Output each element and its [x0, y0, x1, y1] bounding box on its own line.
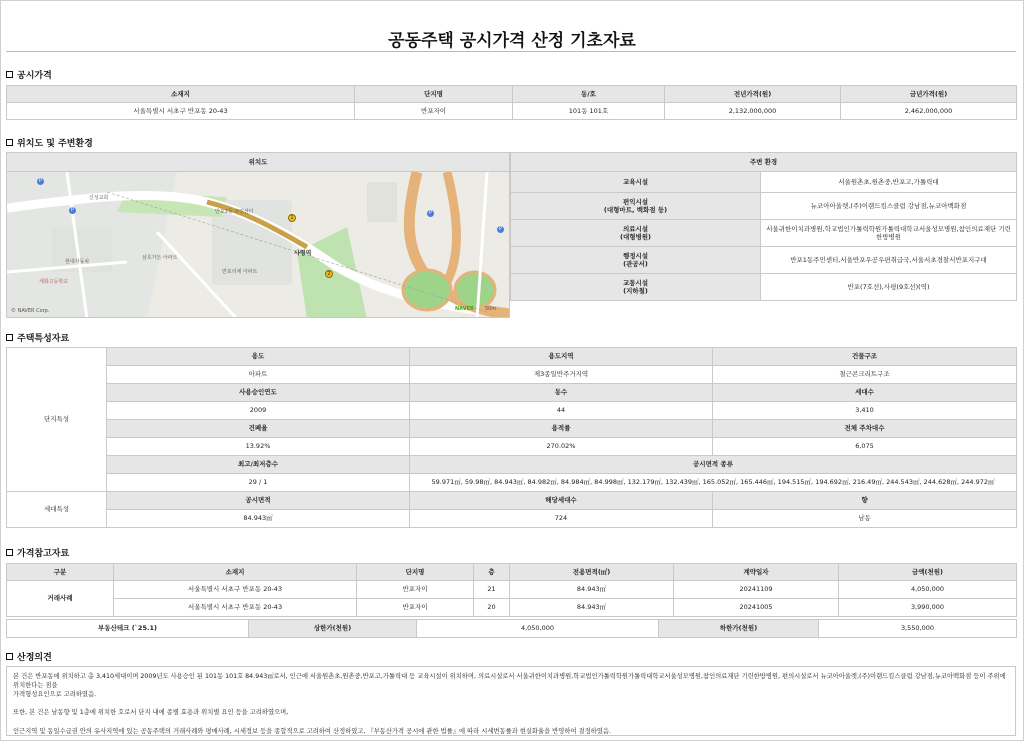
housing-coverage: 13.92%	[107, 438, 410, 456]
env-value-admin: 반포1동주민센터,서울반포우공우편취급국,서울서초경찰서반포지구대	[761, 247, 1017, 274]
ref-floor: 20	[474, 599, 510, 617]
ref-area: 84.943㎡	[510, 599, 674, 617]
housing-approval: 2009	[107, 402, 410, 420]
map-copyright: © NAVER Corp.	[11, 308, 50, 314]
ref-header-amount: 금액(천원)	[839, 564, 1017, 581]
section-location-label: 위치도 및 주변환경	[17, 139, 93, 149]
ref-header-floor: 층	[474, 564, 510, 581]
price-header-current: 금년가격(원)	[841, 86, 1017, 103]
housing-areas: 59.971㎡, 59.98㎡, 84.943㎡, 84.982㎡, 84.984㎡, 84.998㎡, 132.179㎡, 132.439㎡, 165.052㎡, 165.446㎡, 194.515㎡, 194.692㎡, 216.49㎡, 244.543㎡, 244.628㎡, 244.972㎡	[410, 474, 1017, 492]
map-scale: 50m	[485, 306, 497, 312]
housing-structure: 철근콘크리트구조	[713, 366, 1017, 384]
housing-header-floors: 최고/최저층수	[107, 456, 410, 474]
map-graphic	[7, 172, 510, 318]
section-opinion-heading	[6, 650, 52, 663]
ref-date: 20241005	[674, 599, 839, 617]
housing-header-parking: 전체 주차대수	[713, 420, 1017, 438]
housing-parking: 6,075	[713, 438, 1017, 456]
section-reference-label: 가격참고자료	[17, 549, 70, 559]
housing-header-households: 세대수	[713, 384, 1017, 402]
map-pin-icon: 2	[325, 270, 333, 278]
ref-area: 84.943㎡	[510, 581, 674, 599]
housing-header-use: 용도	[107, 348, 410, 366]
housing-header-buildings: 동수	[410, 384, 713, 402]
ref-header-date: 계약일자	[674, 564, 839, 581]
housing-table	[6, 347, 1017, 528]
env-value-transport: 반포(7호선),사평(9호선)(역)	[761, 274, 1017, 301]
price-header-complex: 단지명	[355, 86, 513, 103]
price-header-unit: 동/호	[513, 86, 665, 103]
env-label-education: 교육시설	[511, 172, 761, 193]
housing-header-structure: 건물구조	[713, 348, 1017, 366]
price-address: 서울특별시 서초구 반포동 20-43	[7, 103, 355, 120]
price-complex: 반포자이	[355, 103, 513, 120]
ref-upper-label: 상한가(천원)	[249, 620, 417, 638]
environment-table	[510, 152, 1017, 301]
map-label-apt-c: 반포리체 아파트	[222, 269, 258, 275]
ref-complex: 반포자이	[357, 599, 474, 617]
env-value-medical: 서울귀한이치과병원,학교법인가톨릭학원가톨릭대학교서울성모병원,참인의료재단 기린한방병원	[761, 220, 1017, 247]
env-label-admin: 행정시설 (관공서)	[511, 247, 761, 274]
section-housing-label: 주택특성자료	[17, 334, 70, 344]
map-header: 위치도	[7, 153, 510, 172]
map-label-bank: 현대자동차	[65, 259, 90, 265]
price-prev: 2,132,000,000	[665, 103, 841, 120]
housing-header-area: 공시면적	[107, 492, 410, 510]
checkbox-icon	[6, 139, 13, 146]
housing-direction: 남동	[713, 510, 1017, 528]
table-row	[7, 581, 1017, 599]
price-table	[6, 85, 1017, 120]
opinion-box	[6, 666, 1016, 736]
ref-header-complex: 단지명	[357, 564, 474, 581]
housing-header-zone: 용도지역	[410, 348, 713, 366]
table-row	[7, 599, 1017, 617]
housing-group-unit: 세대특성	[7, 492, 107, 528]
map-label-station: 사평역	[294, 250, 312, 257]
env-label-convenience: 편익시설 (대형마트, 백화점 등)	[511, 193, 761, 220]
opinion-paragraph-1: 본 건은 반포동에 위치하고 총 3,410세대이며 2009년도 사용승인 된 101동 101호 84.943㎡로서, 인근에 서울원촌초,원촌중,반포고,가톨릭대 등 교육시설이 위치하며, 의료시설로서 서울귀한이치과병원,학교법인가톨릭학원가톨릭대학교서울성모병원,참인의료재단 기린한방병원, 편의시설로서 뉴코아아울렛,(주)이랜드킴스클럽 강남점,뉴코아백화점 등이 주위에 위치한다는 점을 가격형성요인으로 고려하였음.	[13, 673, 1006, 699]
housing-header-areas: 공시면적 종류	[410, 456, 1017, 474]
map-label-apt-b: 삼호가든 아파트	[142, 255, 178, 261]
housing-households: 3,410	[713, 402, 1017, 420]
ref-lower-label: 하한가(천원)	[659, 620, 819, 638]
location-map	[6, 171, 510, 318]
checkbox-icon	[6, 653, 13, 660]
ref-header-type: 구분	[7, 564, 114, 581]
env-label-transport: 교통시설 (지하철)	[511, 274, 761, 301]
housing-buildings: 44	[410, 402, 713, 420]
opinion-paragraph-3: 인근지역 및 동일수급권 안의 유사지역에 있는 공동주택의 거래사례와 평매사례, 시세정보 등을 종합적으로 고려하여 산정하였고, 『부동산가격 공시에 관한 법률』에 따라 시세변동률과 현실화율을 반영하여 결정하였음.	[13, 727, 611, 735]
housing-group-complex: 단지특성	[7, 348, 107, 492]
housing-units: 724	[410, 510, 713, 528]
ref-lower-value: 3,550,000	[819, 620, 1017, 638]
housing-zone: 제3종일반주거지역	[410, 366, 713, 384]
ref-amount: 3,990,000	[839, 599, 1017, 617]
section-reference-heading	[6, 546, 69, 559]
checkbox-icon	[6, 71, 13, 78]
price-header-address: 소재지	[7, 86, 355, 103]
map-label-church: 신성교회	[89, 195, 109, 201]
ref-header-area: 전용면적(㎡)	[510, 564, 674, 581]
housing-use: 아파트	[107, 366, 410, 384]
housing-floors: 29 / 1	[107, 474, 410, 492]
map-label-school: 세화고등학교	[39, 279, 68, 285]
housing-header-direction: 향	[713, 492, 1017, 510]
env-value-education: 서울원촌초,원촌중,반포고,가톨릭대	[761, 172, 1017, 193]
parking-icon: P	[428, 210, 432, 216]
price-unit: 101동 101호	[513, 103, 665, 120]
housing-header-units: 해당세대수	[410, 492, 713, 510]
ref-date: 20241109	[674, 581, 839, 599]
housing-header-far: 용적률	[410, 420, 713, 438]
section-price-label: 공시가격	[17, 71, 52, 81]
map-brand: NAVER	[455, 306, 474, 312]
ref-upper-value: 4,050,000	[417, 620, 659, 638]
ref-address: 서울특별시 서초구 반포동 20-43	[114, 599, 357, 617]
housing-far: 270.02%	[410, 438, 713, 456]
parking-icon: P	[498, 226, 502, 232]
page-title: 공동주택 공시가격 산정 기초자료	[388, 31, 636, 51]
reference-table	[6, 563, 1017, 617]
housing-header-approval: 사용승인연도	[107, 384, 410, 402]
ref-complex: 반포자이	[357, 581, 474, 599]
price-header-prev: 전년가격(원)	[665, 86, 841, 103]
section-price-heading	[6, 68, 52, 81]
title-divider	[6, 51, 1016, 52]
env-value-convenience: 뉴코아아울렛,(주)이랜드킴스클럽 강남점,뉴코아백화점	[761, 193, 1017, 220]
env-header: 주변 환경	[511, 153, 1017, 172]
checkbox-icon	[6, 334, 13, 341]
price-current: 2,462,000,000	[841, 103, 1017, 120]
env-label-medical: 의료시설 (대형병원)	[511, 220, 761, 247]
checkbox-icon	[6, 549, 13, 556]
opinion-paragraph-2: 또한, 본 건은 남동향 및 1층에 위치한 호로서 단지 내에 종별 효용과 위치별 요인 등을 고려하였으며,	[13, 709, 289, 717]
section-location-heading	[6, 136, 93, 149]
ref-address: 서울특별시 서초구 반포동 20-43	[114, 581, 357, 599]
map-pin-icon: 1	[288, 214, 296, 222]
map-header-table	[6, 152, 510, 172]
parking-icon: P	[38, 178, 42, 184]
ref-source-label: 부동산테크 (`25.1)	[7, 620, 249, 638]
section-housing-heading	[6, 331, 69, 344]
ref-header-address: 소재지	[114, 564, 357, 581]
reference-footer-table	[6, 619, 1017, 638]
ref-group-label: 거래사례	[7, 581, 114, 617]
map-label-apt-a: 반포3동 주민센터	[215, 209, 254, 215]
parking-icon: P	[70, 207, 74, 213]
ref-floor: 21	[474, 581, 510, 599]
housing-area: 84.943㎡	[107, 510, 410, 528]
housing-header-coverage: 건폐율	[107, 420, 410, 438]
section-opinion-label: 산정의견	[17, 653, 52, 663]
ref-amount: 4,050,000	[839, 581, 1017, 599]
